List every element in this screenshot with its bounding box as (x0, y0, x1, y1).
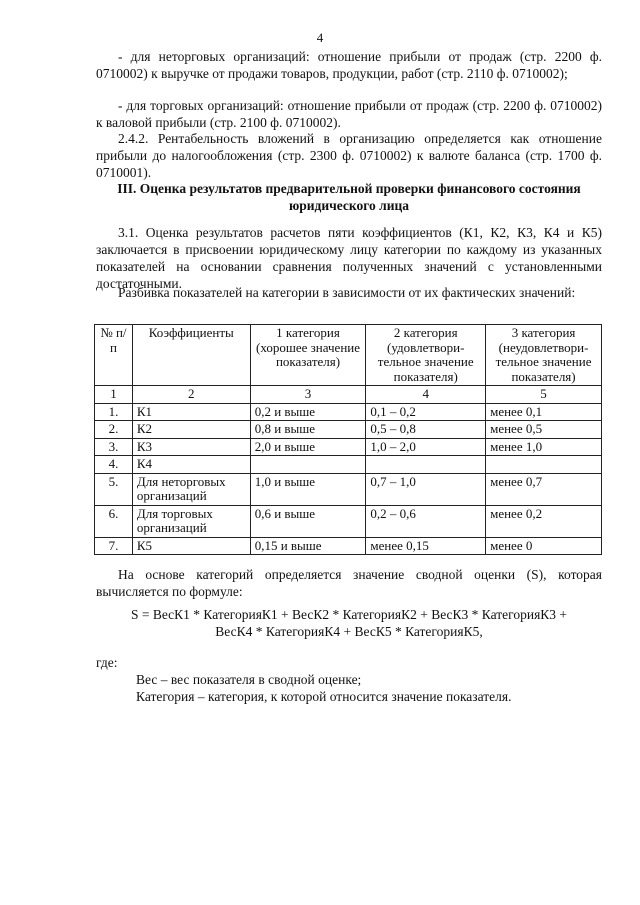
category-1-value (250, 456, 366, 474)
category-2-value: 0,7 – 1,0 (366, 473, 486, 505)
row-number: 1. (95, 403, 133, 421)
category-2-value: 0,5 – 0,8 (366, 421, 486, 439)
category-3-value: менее 0 (486, 537, 602, 555)
category-3-value (486, 456, 602, 474)
category-1-value: 0,15 и выше (250, 537, 366, 555)
page-number: 4 (316, 30, 324, 45)
row-number: 2. (95, 421, 133, 439)
coefficient-name: Для неторговых организаций (132, 473, 250, 505)
category-3-value: менее 0,7 (486, 473, 602, 505)
row-number: 4. (95, 456, 133, 474)
table-row (95, 537, 602, 555)
table-row (95, 403, 602, 421)
table-row (95, 438, 602, 456)
coefficient-name: К2 (132, 421, 250, 439)
table-header-row (95, 325, 602, 386)
coefficient-name: К3 (132, 438, 250, 456)
category-table (94, 324, 602, 555)
definition-weight: Вес – вес показателя в сводной оценке; (136, 672, 362, 687)
category-1-value: 0,2 и выше (250, 403, 366, 421)
category-2-value (366, 456, 486, 474)
paragraph-nontrade: - для неторговых организаций: отношение прибыли от продаж (стр. 2200 ф. 0710002) к выручке от продажи товаров, продукции, работ (стр. 2110 ф. 0710002); (96, 49, 602, 81)
row-number: 7. (95, 537, 133, 555)
table-row (95, 473, 602, 505)
category-1-value: 2,0 и выше (250, 438, 366, 456)
paragraph-3-1: 3.1. Оценка результатов расчетов пяти коэффициентов (К1, К2, К3, К4 и К5) заключается в присвоении юридическому лицу категории по каждому из указанных показателей на основании сравнения полученных значений с установленными достаточными. (96, 225, 602, 291)
category-3-value: менее 0,2 (486, 505, 602, 537)
coefficient-name: К4 (132, 456, 250, 474)
header-cell: 2 категория (удовлетвори-тельное значение показателя) (366, 325, 486, 386)
header-cell: 3 категория (неудовлетвори-тельное значение показателя) (486, 325, 602, 386)
header-cell: 1 категория (хорошее значение показателя) (250, 325, 366, 386)
table-row (95, 421, 602, 439)
column-number: 5 (486, 386, 602, 404)
formula-line-1: S = ВесК1 * КатегорияК1 + ВесК2 * КатегорияК2 + ВесК3 * КатегорияК3 + (130, 607, 568, 622)
category-2-value: 0,1 – 0,2 (366, 403, 486, 421)
category-1-value: 0,8 и выше (250, 421, 366, 439)
category-2-value: менее 0,15 (366, 537, 486, 555)
column-number: 4 (366, 386, 486, 404)
where-label: где: (96, 655, 118, 670)
coefficient-name: К5 (132, 537, 250, 555)
definition-category: Категория – категория, к которой относится значение показателя. (136, 689, 512, 704)
table-row (95, 456, 602, 474)
category-3-value: менее 0,5 (486, 421, 602, 439)
section-heading: III. Оценка результатов предварительной проверки финансового состояния юридического лица (117, 181, 581, 213)
row-number: 6. (95, 505, 133, 537)
paragraph-2-4-2: 2.4.2. Рентабельность вложений в организацию определяется как отношение прибыли до налогообложения (стр. 2300 ф. 0710002) к валюте баланса (стр. 1700 ф. 0710001). (96, 131, 602, 180)
category-3-value: менее 1,0 (486, 438, 602, 456)
row-number: 5. (95, 473, 133, 505)
column-number: 3 (250, 386, 366, 404)
category-3-value: менее 0,1 (486, 403, 602, 421)
paragraph-trade: - для торговых организаций: отношение прибыли от продаж (стр. 2200 ф. 0710002) к валовой прибыли (стр. 2100 ф. 0710002). (96, 98, 602, 130)
row-number: 3. (95, 438, 133, 456)
column-number: 2 (132, 386, 250, 404)
table-column-numbers-row (95, 386, 602, 404)
category-1-value: 0,6 и выше (250, 505, 366, 537)
category-1-value: 1,0 и выше (250, 473, 366, 505)
coefficient-name: Для торговых организаций (132, 505, 250, 537)
header-cell: Коэффициенты (132, 325, 250, 386)
category-2-value: 1,0 – 2,0 (366, 438, 486, 456)
header-cell: № п/п (95, 325, 133, 386)
paragraph-summary: На основе категорий определяется значение сводной оценки (S), которая вычисляется по формуле: (96, 567, 602, 599)
table-row (95, 505, 602, 537)
paragraph-breakdown: Разбивка показателей на категории в зависимости от их фактических значений: (118, 285, 576, 300)
column-number: 1 (95, 386, 133, 404)
formula (96, 606, 602, 640)
category-2-value: 0,2 – 0,6 (366, 505, 486, 537)
coefficient-name: К1 (132, 403, 250, 421)
formula-line-2: ВесК4 * КатегорияК4 + ВесК5 * КатегорияК5, (215, 624, 483, 639)
